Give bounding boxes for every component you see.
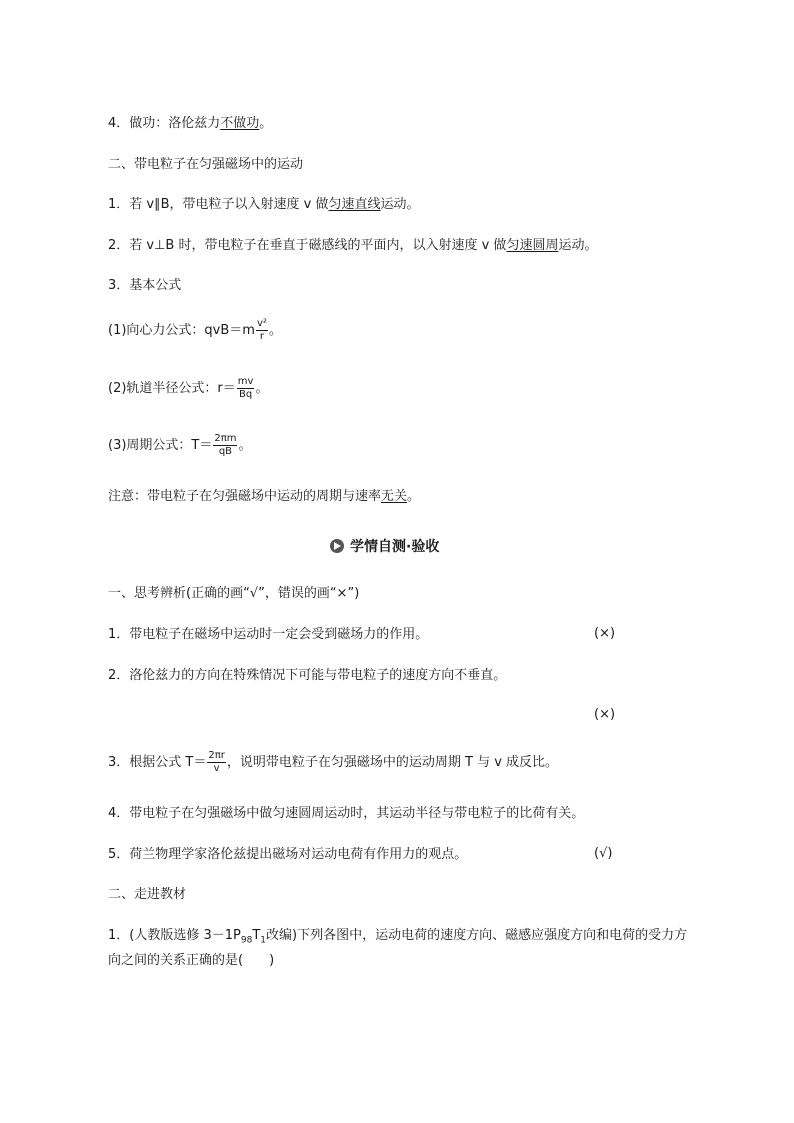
answer-mark: (√) <box>594 846 613 861</box>
formula-period: (3)周期公式：T＝ $\frac{2\pi m}{qB}$ 。 <box>108 433 252 457</box>
answer-underline: 无关 <box>381 489 408 504</box>
textbook-heading: 二、走进教材 <box>108 887 187 902</box>
answer-mark: (×) <box>594 707 616 722</box>
answer-underline: 匀速直线 <box>328 197 381 212</box>
section-title: 学情自测·验收 <box>330 536 439 556</box>
fraction: $\frac{2\pi m}{qB}$ <box>214 433 237 457</box>
s2-item-1: 1．若 v∥B，带电粒子以入射速度 v 做匀速直线运动。 <box>108 197 420 212</box>
note: 注意：带电粒子在匀强磁场中运动的周期与速率无关。 <box>108 489 421 504</box>
question-5: 5．荷兰物理学家洛伦兹提出磁场对运动电荷有作用力的观点。 <box>108 847 468 862</box>
question-4: 4．带电粒子在匀强磁场中做匀速圆周运动时，其运动半径与带电粒子的比荷有关。 <box>108 806 585 821</box>
fraction: $\frac{mv}{Bq}$ <box>237 376 254 400</box>
question-3: 3．根据公式 T＝ $\frac{2\pi r}{v}$ ，说明带电粒子在匀强磁场中的运动周期 T 与 v 成反比。 <box>108 750 559 774</box>
answer-mark: (×) <box>594 626 616 641</box>
fraction: $\frac{2\pi r}{v}$ <box>208 750 225 774</box>
s2-item-3: 3．基本公式 <box>108 278 182 293</box>
formula-centripetal: (1)向心力公式：qvB＝m $\frac{\text{v²}}{r}$ 。 <box>108 318 282 342</box>
textbook-question-1-line2: 向之间的关系正确的是( ) <box>108 953 275 968</box>
question-1: 1．带电粒子在磁场中运动时一定会受到磁场力的作用。 <box>108 627 429 642</box>
answer-underline: 匀速圆周 <box>506 238 559 253</box>
item-4: 4．做功：洛伦兹力不做功。 <box>108 116 273 131</box>
fraction: $\frac{\text{v²}}{r}$ <box>256 318 267 342</box>
answer-underline: 不做功 <box>220 116 260 131</box>
section2-heading: 二、带电粒子在匀强磁场中的运动 <box>108 157 304 172</box>
play-circle-icon <box>330 539 344 553</box>
textbook-question-1: 1．(人教版选修 $3-1P_{98}T_1$改编)下列各图中，运动电荷的速度方向、磁感应强度方向和电荷的受力方 <box>108 928 688 946</box>
question-2: 2．洛伦兹力的方向在特殊情况下可能与带电粒子的速度方向不垂直。 <box>108 668 507 683</box>
think-heading: 一、思考辨析(正确的画“√”，错误的画“×”) <box>108 586 360 601</box>
formula-radius: (2)轨道半径公式：r＝ $\frac{mv}{Bq}$ 。 <box>108 376 269 400</box>
s2-item-2: 2．若 v⊥B 时，带电粒子在垂直于磁感线的平面内，以入射速度 v 做匀速圆周运动。 <box>108 238 598 253</box>
